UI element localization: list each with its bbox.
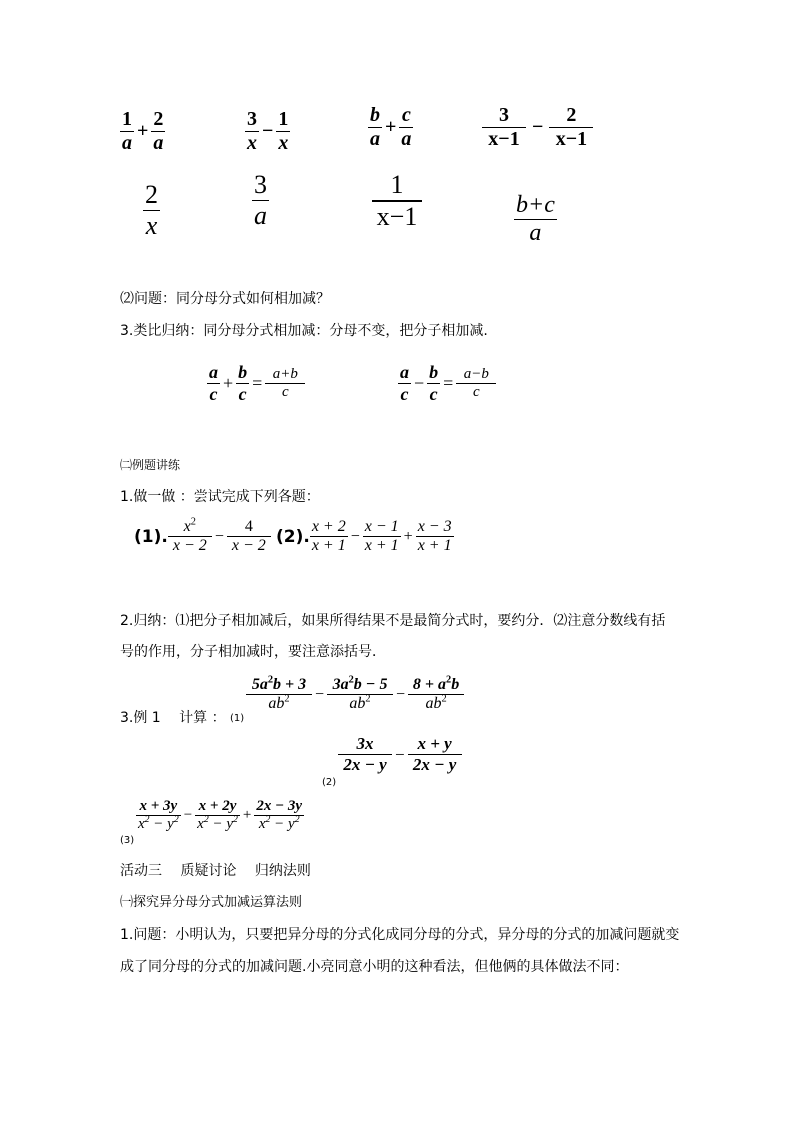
numerator: 1	[390, 170, 404, 199]
numerator: 2	[153, 108, 164, 130]
numerator: x + y	[417, 734, 452, 753]
exponent: 2	[267, 674, 274, 686]
example-1-expression	[246, 676, 464, 713]
denominator: ab	[349, 695, 366, 712]
numerator-part: 3a	[332, 676, 349, 693]
denominator: a	[153, 132, 164, 154]
denominator: x − 2	[172, 537, 207, 554]
activity-heading: 活动三 质疑讨论 归纳法则	[120, 863, 311, 879]
section-heading-different-denominators: ㈠探究异分母分式加减运算法则	[120, 895, 303, 910]
numerator-part: 8 + a	[412, 676, 447, 693]
operator: −	[183, 807, 193, 823]
exponent: 2	[294, 814, 300, 825]
try-problem-2	[276, 518, 454, 555]
equals-sign: =	[443, 373, 454, 393]
exponent: 2	[265, 814, 271, 825]
denominator: ab	[425, 695, 442, 712]
exponent: 2	[284, 693, 290, 705]
example-1-marker: (1)	[230, 713, 245, 724]
exponent: 2	[441, 693, 447, 705]
question-2: ⑵问题：同分母分式如何相加减？	[120, 291, 330, 307]
denominator: a	[529, 220, 542, 244]
numerator: 1	[122, 108, 132, 130]
operator: +	[242, 807, 252, 823]
result-3-over-a	[252, 170, 269, 231]
exponent: 2	[446, 674, 452, 686]
denominator: x + 1	[417, 537, 452, 554]
numerator: 4	[244, 518, 253, 535]
numerator: b	[429, 362, 439, 382]
equals-sign: =	[252, 373, 263, 393]
operator: −	[395, 744, 405, 764]
result-1-over-x-minus-1	[372, 170, 422, 232]
denominator: 2x − y	[412, 755, 457, 774]
expr-b-over-a-plus-c-over-a	[368, 104, 413, 151]
numerator-part: b + 3	[273, 676, 307, 693]
denominator-part: − y	[208, 816, 233, 832]
numerator-part: b	[451, 676, 460, 693]
operator: −	[262, 120, 274, 142]
example-2-marker: (2)	[322, 777, 337, 788]
numerator: c	[401, 104, 411, 126]
exponent: 2	[365, 693, 371, 705]
operator: −	[350, 527, 360, 545]
numerator: 3	[499, 104, 509, 126]
denominator: x + 1	[364, 537, 399, 554]
exponent: 2	[233, 814, 238, 825]
summary-line-2: 号的作用，分子相加减时，要注意添括号．	[120, 644, 386, 660]
operator: +	[223, 373, 234, 393]
example-3-expression	[136, 798, 304, 833]
exponent: 2	[173, 814, 179, 825]
denominator: a	[401, 128, 412, 150]
expr-1-over-a-plus-2-over-a	[120, 108, 165, 155]
numerator: x	[183, 518, 191, 535]
numerator: a+b	[272, 366, 298, 382]
numerator-part: b − 5	[353, 676, 388, 693]
denominator-part: x	[258, 816, 266, 832]
numerator: 3	[247, 108, 257, 130]
denominator: x − 2	[231, 537, 266, 554]
exponent: 2	[203, 814, 209, 825]
rule-addition	[207, 362, 305, 405]
numerator: b	[238, 362, 248, 382]
denominator: c	[281, 384, 289, 400]
numerator: x − 1	[364, 518, 399, 535]
expr-3-over-x-1-minus-2-over-x-1	[482, 104, 593, 151]
problem-label: (1).	[134, 526, 168, 547]
denominator: x	[247, 132, 257, 154]
operator: +	[385, 116, 397, 138]
summary-line-1: 2.归纳：⑴把分子相加减后，如果所得结果不是最简分式时，要约分．⑵注意分数线有括	[120, 613, 666, 629]
operator: −	[396, 685, 406, 703]
exponent: 2	[190, 516, 196, 528]
operator: −	[414, 373, 425, 393]
numerator: 2	[145, 180, 158, 209]
numerator: b+c	[516, 192, 555, 218]
denominator-part: x	[138, 816, 145, 832]
denominator: x	[278, 132, 289, 154]
denominator: c	[209, 384, 218, 404]
numerator: a	[209, 362, 218, 382]
operator: +	[403, 527, 413, 545]
example-label: 3.例 1 计算 ：	[120, 710, 226, 726]
denominator: x	[145, 211, 158, 240]
denominator: c	[472, 384, 480, 400]
denominator: x−1	[488, 128, 520, 150]
operator: −	[315, 685, 325, 703]
try-problem-1	[134, 518, 271, 555]
denominator-part: x	[197, 816, 204, 832]
operator: +	[137, 120, 149, 142]
numerator: 1	[278, 108, 289, 130]
exponent: 2	[348, 674, 354, 686]
denominator-part: − y	[270, 816, 295, 832]
numerator: 3	[254, 170, 267, 199]
denominator: x + 1	[311, 537, 346, 554]
numerator: x + 2y	[198, 798, 237, 814]
numerator: 3x	[356, 734, 374, 753]
result-b-plus-c-over-a	[514, 192, 557, 244]
numerator: x + 3y	[139, 798, 178, 814]
try-it-prompt: 1.做一做 ：尝试完成下列各题：	[120, 489, 320, 505]
operator: −	[532, 116, 544, 138]
denominator: c	[400, 384, 409, 404]
problem-line-1: 1.问题：小明认为，只要把异分母的分式化成同分母的分式，异分母的分式的加减问题就变	[120, 927, 680, 943]
analogy-summary: 3.类比归纳：同分母分式相加减：分母不变，把分子相加减.	[120, 323, 488, 339]
denominator: a	[254, 201, 267, 230]
denominator: c	[429, 384, 438, 404]
numerator: b	[370, 104, 380, 126]
expr-3-over-x-minus-1-over-x	[245, 108, 290, 155]
denominator-part: − y	[149, 816, 174, 832]
result-2-over-x	[143, 180, 160, 241]
denominator: ab	[268, 695, 285, 712]
numerator: a	[400, 362, 409, 382]
denominator: x−1	[555, 128, 588, 150]
problem-line-2: 成了同分母的分式的加减问题.小亮同意小明的这种看法，但他俩的具体做法不同：	[120, 959, 629, 975]
section-heading-examples: ㈡例题讲练	[120, 458, 181, 472]
example-2-expression	[338, 734, 462, 775]
denominator: a	[122, 132, 132, 154]
denominator: a	[370, 128, 380, 150]
operator: −	[214, 527, 224, 545]
denominator: x−1	[376, 202, 418, 231]
numerator: 2	[566, 104, 577, 126]
denominator: 2x − y	[343, 755, 387, 774]
rule-subtraction	[398, 362, 496, 405]
problem-label: (2).	[276, 526, 310, 547]
example-3-marker: (3)	[120, 835, 135, 846]
numerator-part: 5a	[251, 676, 268, 693]
numerator: 2x − 3y	[256, 798, 303, 814]
numerator: x − 3	[417, 518, 452, 535]
exponent: 2	[144, 814, 150, 825]
numerator: x + 2	[311, 518, 346, 535]
denominator: c	[238, 384, 247, 404]
numerator: a−b	[463, 366, 489, 382]
